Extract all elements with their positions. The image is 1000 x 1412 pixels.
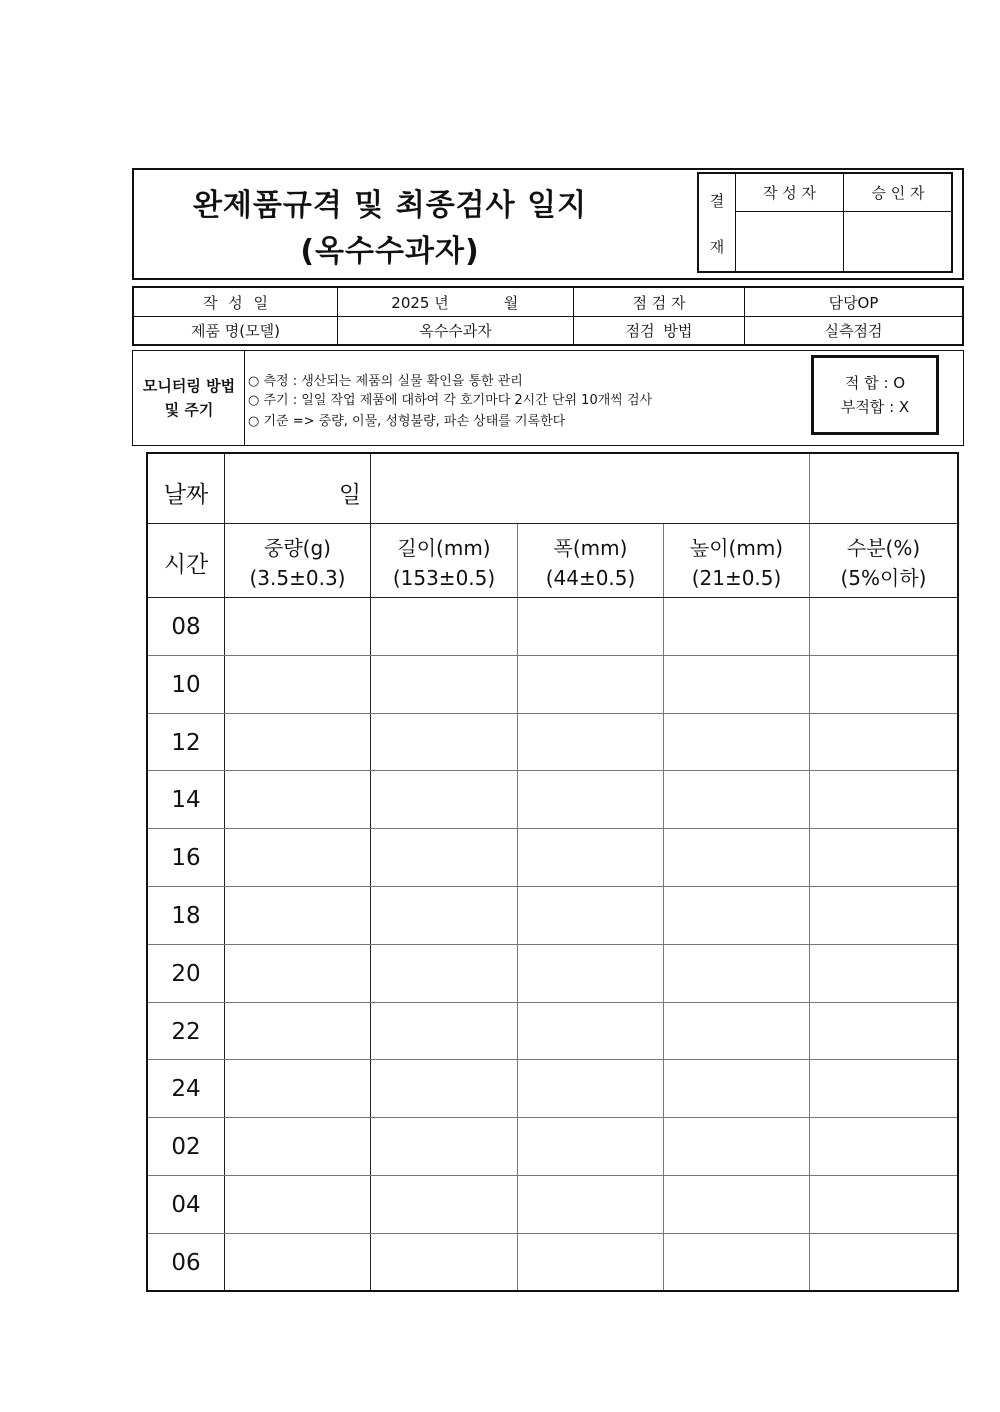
cell-weight[interactable] [226,599,369,654]
column-spec: (21±0.5) [691,566,782,590]
cell-length[interactable] [372,1004,516,1059]
column-spec: (5%이하) [840,566,927,590]
time-label: 24 [171,1076,201,1102]
column-header-length [371,530,517,596]
approver-label: 승 인 자 [871,183,925,202]
cell-length[interactable] [372,657,516,712]
cell-height[interactable] [665,1119,808,1174]
cell-moisture[interactable] [811,715,956,770]
column-header-moisture [810,530,957,596]
monitoring-label [134,352,244,444]
inspector-label: 점 검 자 [632,293,686,312]
time-label: 20 [171,961,201,987]
monitoring-measure-line: ○ 측정 : 생산되는 제품의 실물 확인을 통한 관리 [248,373,523,389]
time-header: 시간 [163,551,209,578]
cell-height[interactable] [665,1004,808,1059]
cell-width[interactable] [519,715,662,770]
cell-weight[interactable] [226,772,369,827]
time-label: 14 [171,787,201,813]
table-row-divider [148,886,957,887]
time-label: 16 [171,845,201,871]
approval-divider [736,211,952,212]
writer-label: 작 성 자 [762,183,816,202]
cell-length[interactable] [372,1119,516,1174]
day-label: 일 [338,481,362,508]
table-col-divider [809,454,810,523]
column-header-weight [225,530,370,596]
cell-moisture[interactable] [811,772,956,827]
cell-moisture[interactable] [811,830,956,885]
time-label: 04 [171,1192,201,1218]
cell-length[interactable] [372,715,516,770]
cell-length[interactable] [372,1061,516,1116]
cell-length[interactable] [372,599,516,654]
report-title: 완제품규격 및 최종검사 일지 [192,188,588,223]
cell-width[interactable] [519,830,662,885]
cell-width[interactable] [519,1177,662,1232]
cell-weight[interactable] [226,946,369,1001]
date-label: 작 성 일 [202,293,268,312]
cell-weight[interactable] [226,1119,369,1174]
monitoring-label-line2: 및 주기 [164,401,214,419]
fail-legend: 부적합 : X [840,398,910,416]
column-name: 길이(mm) [397,536,491,560]
method-label: 점검 방법 [625,322,693,340]
column-spec: (44±0.5) [545,566,636,590]
table-row-divider [148,1002,957,1003]
cell-width[interactable] [519,772,662,827]
cell-moisture[interactable] [811,599,956,654]
cell-width[interactable] [519,1004,662,1059]
approval-label-bottom: 재 [709,237,725,256]
cell-length[interactable] [372,946,516,1001]
time-label: 12 [171,730,201,756]
column-spec: (153±0.5) [392,566,496,590]
cell-moisture[interactable] [811,1004,956,1059]
cell-weight[interactable] [226,888,369,943]
date-month[interactable]: 월 [503,293,519,312]
column-name: 수분(%) [846,536,921,560]
column-spec: (3.5±0.3) [249,566,346,590]
cell-moisture[interactable] [811,1235,956,1290]
monitoring-divider [244,350,245,446]
cell-length[interactable] [372,772,516,827]
cell-width[interactable] [519,657,662,712]
cell-moisture[interactable] [811,1061,956,1116]
cell-length[interactable] [372,1235,516,1290]
column-name: 중량(g) [264,536,331,560]
time-label: 22 [171,1019,201,1045]
approver-signature-field[interactable] [846,214,950,271]
cell-width[interactable] [519,599,662,654]
time-label: 08 [171,614,201,640]
column-header-width [518,530,663,596]
cell-width[interactable] [519,888,662,943]
cell-weight[interactable] [226,830,369,885]
inspector-value[interactable]: 담당OP [828,293,879,312]
cell-moisture[interactable] [811,888,956,943]
cell-moisture[interactable] [811,946,956,1001]
product-value[interactable]: 옥수수과자 [419,322,492,340]
cell-weight[interactable] [226,1061,369,1116]
pass-legend: 적 합 : O [844,374,906,392]
cell-weight[interactable] [226,1177,369,1232]
time-label: 10 [171,672,201,698]
cell-height[interactable] [665,888,808,943]
cell-height[interactable] [665,599,808,654]
monitoring-criteria-line: ○ 기준 => 중량, 이물, 성형불량, 파손 상태를 기록한다 [248,413,566,429]
column-name: 높이(mm) [689,536,784,560]
table-row-divider [148,1233,957,1234]
cell-height[interactable] [665,1061,808,1116]
cell-length[interactable] [372,830,516,885]
table-row-divider [148,713,957,714]
writer-signature-field[interactable] [738,214,841,271]
cell-length[interactable] [372,888,516,943]
table-row-divider [148,1059,957,1060]
table-row-divider [148,828,957,829]
cell-width[interactable] [519,1119,662,1174]
table-row-divider [148,523,957,524]
product-label: 제품 명(모델) [191,322,280,340]
date-header: 날짜 [163,481,209,508]
cell-height[interactable] [665,715,808,770]
date-year[interactable]: 2025 년 [391,293,449,312]
cell-weight[interactable] [226,657,369,712]
monitoring-cycle-line: ○ 주기 : 일일 작업 제품에 대하여 각 호기마다 2시간 단위 10개씩 검사 [248,392,653,408]
cell-width[interactable] [519,1235,662,1290]
cell-width[interactable] [519,946,662,1001]
table-row-divider [148,655,957,656]
table-row-divider [148,1117,957,1118]
cell-height[interactable] [665,1177,808,1232]
cell-moisture[interactable] [811,1177,956,1232]
cell-moisture[interactable] [811,1119,956,1174]
cell-height[interactable] [665,830,808,885]
cell-height[interactable] [665,1235,808,1290]
column-name: 폭(mm) [553,536,628,560]
pass-fail-legend [811,355,939,435]
cell-length[interactable] [372,1177,516,1232]
cell-moisture[interactable] [811,657,956,712]
time-label: 06 [171,1250,201,1276]
monitoring-label-line1: 모니터링 방법 [142,377,236,395]
table-row-divider [148,944,957,945]
table-row-divider [148,1175,957,1176]
cell-width[interactable] [519,1061,662,1116]
cell-weight[interactable] [226,1235,369,1290]
cell-height[interactable] [665,946,808,1001]
cell-height[interactable] [665,657,808,712]
cell-weight[interactable] [226,1004,369,1059]
time-label: 02 [171,1134,201,1160]
table-row-divider [148,597,957,598]
method-value[interactable]: 실측점검 [824,322,883,340]
time-label: 18 [171,903,201,929]
column-header-height [664,530,809,596]
approval-label-top: 결 [709,191,725,210]
cell-weight[interactable] [226,715,369,770]
cell-height[interactable] [665,772,808,827]
report-subtitle: (옥수수과자) [300,234,480,269]
table-row-divider [148,770,957,771]
